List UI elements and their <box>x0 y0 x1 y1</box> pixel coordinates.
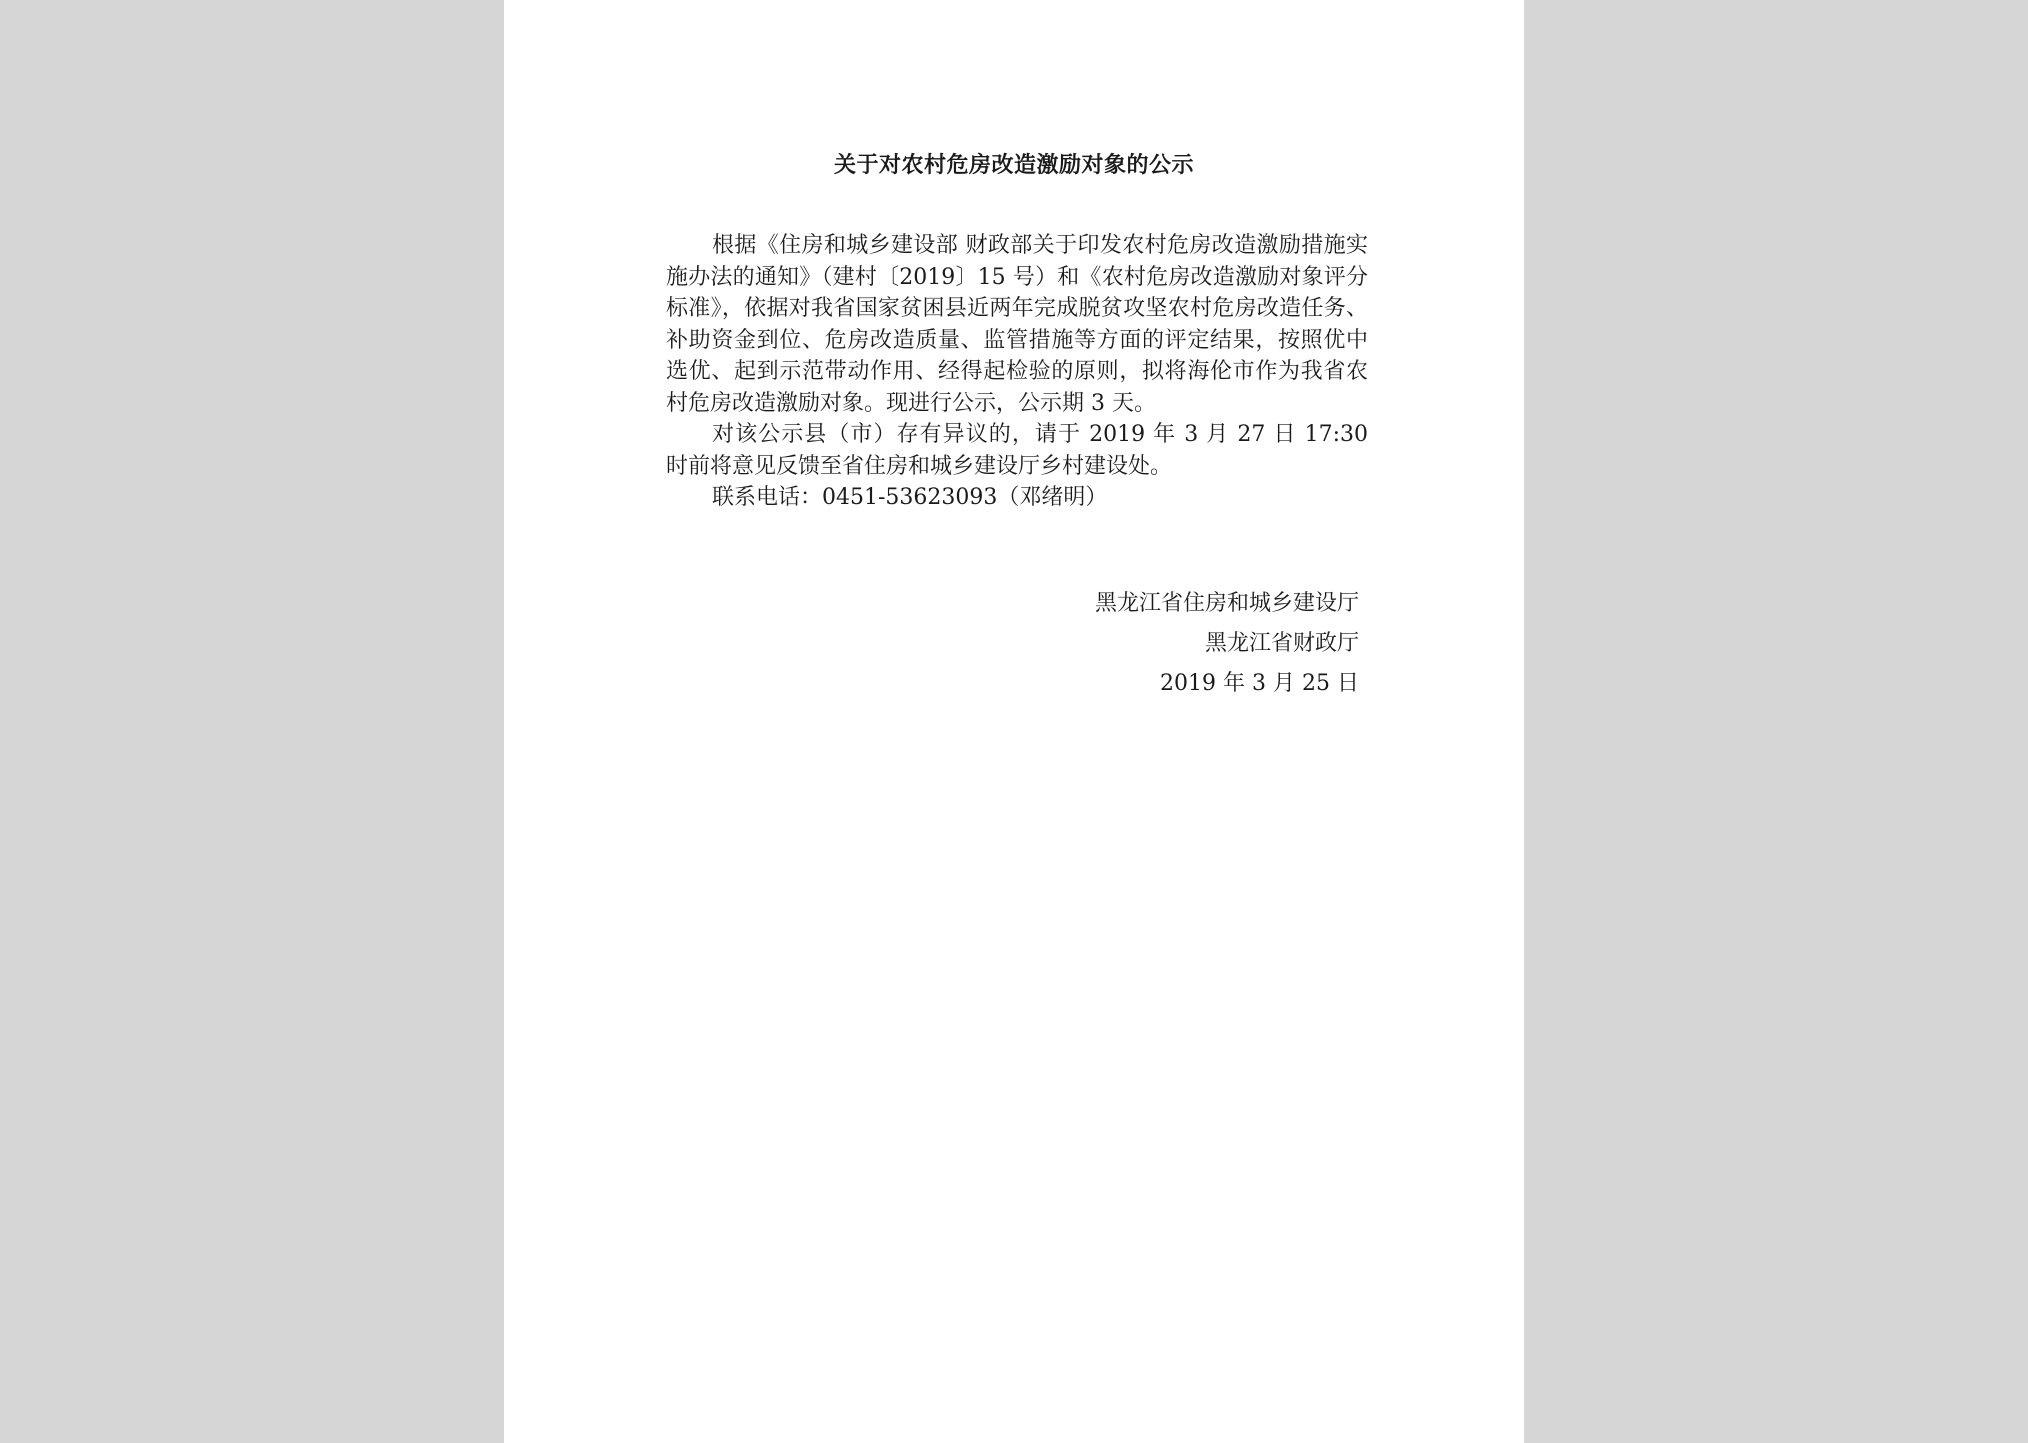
paragraph-contact: 联系电话：0451-53623093（邓绪明） <box>712 485 1108 510</box>
document-page <box>504 0 1524 1443</box>
page-title: 关于对农村危房改造激励对象的公示 <box>833 153 1194 178</box>
paragraph-objection: 对该公示县（市）存有异议的，请于 2019 年 3 月 27 日 17:30 时前将意见反馈至省住房和城乡建设厅乡村建设处。 <box>666 422 1368 479</box>
issuer-finance-dept: 黑龙江省财政厅 <box>1204 631 1359 656</box>
document-body <box>666 230 1368 514</box>
issue-date: 2019 年 3 月 25 日 <box>1160 671 1359 696</box>
issuer-housing-dept: 黑龙江省住房和城乡建设厅 <box>1094 591 1359 616</box>
signature-block <box>1095 584 1359 704</box>
paragraph-basis: 根据《住房和城乡建设部 财政部关于印发农村危房改造激励措施实施办法的通知》（建村〔2019〕15 号）和《农村危房改造激励对象评分标准》，依据对我省国家贫困县近两年完成脱贫攻坚农村危房改造任务、补助资金到位、危房改造质量、监管措施等方面的评定结果，按照优中选优、起到示范带动作用、经得起检验的原则，拟将海伦市作为我省农村危房改造激励对象。现进行公示，公示期 3 天。 <box>666 233 1368 416</box>
